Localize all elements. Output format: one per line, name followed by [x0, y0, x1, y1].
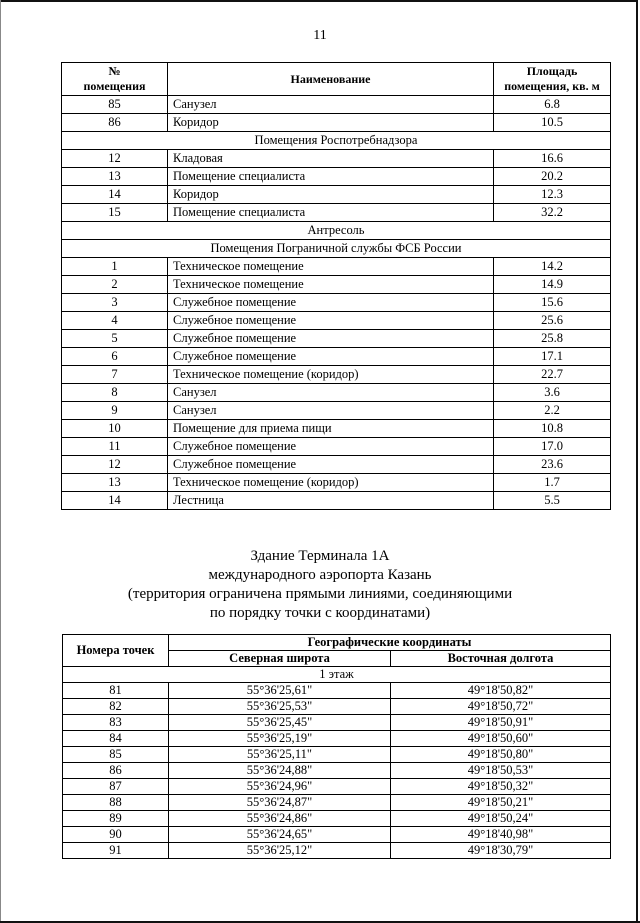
latitude: 55°36'25,61" — [169, 683, 391, 699]
longitude: 49°18'50,72" — [391, 699, 611, 715]
latitude: 55°36'24,88" — [169, 763, 391, 779]
coords-header-row — [63, 635, 611, 651]
table-row — [62, 168, 611, 186]
room-name: Лестница — [168, 492, 494, 510]
latitude: 55°36'25,19" — [169, 731, 391, 747]
room-number: 3 — [62, 294, 168, 312]
floor-label: 1 этаж — [63, 667, 611, 683]
rooms-header-row — [62, 63, 611, 96]
room-area: 23.6 — [494, 456, 611, 474]
longitude: 49°18'50,82" — [391, 683, 611, 699]
room-number: 85 — [62, 96, 168, 114]
room-area: 17.1 — [494, 348, 611, 366]
latitude: 55°36'24,65" — [169, 827, 391, 843]
room-number: 9 — [62, 402, 168, 420]
building-title — [0, 547, 640, 623]
room-name: Помещение специалиста — [168, 168, 494, 186]
table-row — [63, 747, 611, 763]
room-number: 1 — [62, 258, 168, 276]
room-number: 14 — [62, 186, 168, 204]
table-row — [62, 96, 611, 114]
room-number: 7 — [62, 366, 168, 384]
section-antresol: Антресоль — [62, 222, 611, 240]
room-number: 5 — [62, 330, 168, 348]
room-name: Служебное помещение — [168, 348, 494, 366]
room-number: 13 — [62, 474, 168, 492]
building-title-line2: международного аэропорта Казань — [208, 567, 432, 583]
latitude: 55°36'25,12" — [169, 843, 391, 859]
coordinates-table — [62, 634, 611, 859]
section-row — [63, 667, 611, 683]
room-area: 2.2 — [494, 402, 611, 420]
rooms-table — [61, 62, 611, 510]
room-number: 14 — [62, 492, 168, 510]
point-number: 87 — [63, 779, 169, 795]
room-number: 4 — [62, 312, 168, 330]
point-number: 86 — [63, 763, 169, 779]
room-name: Коридор — [168, 114, 494, 132]
section-row — [62, 222, 611, 240]
room-number: 10 — [62, 420, 168, 438]
latitude: 55°36'25,53" — [169, 699, 391, 715]
room-name: Служебное помещение — [168, 312, 494, 330]
room-area: 1.7 — [494, 474, 611, 492]
latitude: 55°36'25,11" — [169, 747, 391, 763]
scan-edge-right — [636, 0, 640, 923]
section-rospotrebnadzor: Помещения Роспотребнадзора — [62, 132, 611, 150]
header-longitude: Восточная долгота — [391, 651, 611, 667]
table-row — [62, 474, 611, 492]
table-row — [63, 683, 611, 699]
room-number: 13 — [62, 168, 168, 186]
table-row — [62, 258, 611, 276]
room-name: Служебное помещение — [168, 456, 494, 474]
room-number: 8 — [62, 384, 168, 402]
latitude: 55°36'24,96" — [169, 779, 391, 795]
header-room-number: № помещения — [62, 63, 168, 96]
table-row — [63, 843, 611, 859]
point-number: 89 — [63, 811, 169, 827]
room-name: Кладовая — [168, 150, 494, 168]
longitude: 49°18'50,80" — [391, 747, 611, 763]
point-number: 85 — [63, 747, 169, 763]
longitude: 49°18'30,79" — [391, 843, 611, 859]
room-name: Техническое помещение — [168, 258, 494, 276]
scan-edge-top — [0, 0, 640, 2]
room-area: 5.5 — [494, 492, 611, 510]
room-area: 10.5 — [494, 114, 611, 132]
table-row — [62, 366, 611, 384]
room-number: 86 — [62, 114, 168, 132]
building-title-line3: (территория ограничена прямыми линиями, соединяющими — [127, 586, 513, 602]
room-area: 20.2 — [494, 168, 611, 186]
table-row — [62, 456, 611, 474]
room-name: Коридор — [168, 186, 494, 204]
room-number: 12 — [62, 456, 168, 474]
room-area: 6.8 — [494, 96, 611, 114]
room-number: 6 — [62, 348, 168, 366]
room-area: 12.3 — [494, 186, 611, 204]
table-row — [62, 438, 611, 456]
longitude: 49°18'50,91" — [391, 715, 611, 731]
room-area: 16.6 — [494, 150, 611, 168]
table-row — [62, 492, 611, 510]
longitude: 49°18'50,21" — [391, 795, 611, 811]
longitude: 49°18'50,32" — [391, 779, 611, 795]
header-geo-coordinates: Географические координаты — [169, 635, 611, 651]
room-name: Техническое помещение (коридор) — [168, 366, 494, 384]
room-area: 17.0 — [494, 438, 611, 456]
table-row — [63, 731, 611, 747]
table-row — [62, 330, 611, 348]
point-number: 82 — [63, 699, 169, 715]
table-row — [62, 150, 611, 168]
point-number: 91 — [63, 843, 169, 859]
section-row — [62, 240, 611, 258]
scan-edge-left — [0, 0, 1, 923]
point-number: 81 — [63, 683, 169, 699]
table-row — [62, 186, 611, 204]
room-name: Санузел — [168, 96, 494, 114]
table-row — [62, 402, 611, 420]
table-row — [63, 827, 611, 843]
room-area: 22.7 — [494, 366, 611, 384]
room-number: 12 — [62, 150, 168, 168]
table-row — [62, 204, 611, 222]
header-room-area: Площадь помещения, кв. м — [494, 63, 611, 96]
building-title-line4: по порядку точки с координатами) — [209, 605, 431, 621]
latitude: 55°36'25,45" — [169, 715, 391, 731]
room-number: 15 — [62, 204, 168, 222]
room-area: 32.2 — [494, 204, 611, 222]
point-number: 88 — [63, 795, 169, 811]
table-row — [62, 276, 611, 294]
room-area: 15.6 — [494, 294, 611, 312]
table-row — [62, 114, 611, 132]
table-row — [63, 763, 611, 779]
header-room-name: Наименование — [168, 63, 494, 96]
table-row — [62, 312, 611, 330]
table-row — [63, 795, 611, 811]
room-area: 10.8 — [494, 420, 611, 438]
room-area: 25.6 — [494, 312, 611, 330]
header-point-numbers: Номера точек — [63, 635, 169, 667]
room-area: 14.9 — [494, 276, 611, 294]
table-row — [63, 811, 611, 827]
table-row — [62, 420, 611, 438]
section-fsb: Помещения Пограничной службы ФСБ России — [62, 240, 611, 258]
room-name: Помещение для приема пищи — [168, 420, 494, 438]
longitude: 49°18'50,53" — [391, 763, 611, 779]
longitude: 49°18'40,98" — [391, 827, 611, 843]
room-area: 25.8 — [494, 330, 611, 348]
latitude: 55°36'24,86" — [169, 811, 391, 827]
room-name: Санузел — [168, 402, 494, 420]
room-name: Техническое помещение — [168, 276, 494, 294]
table-row — [63, 779, 611, 795]
room-name: Техническое помещение (коридор) — [168, 474, 494, 492]
latitude: 55°36'24,87" — [169, 795, 391, 811]
table-row — [62, 294, 611, 312]
room-name: Служебное помещение — [168, 294, 494, 312]
longitude: 49°18'50,24" — [391, 811, 611, 827]
header-latitude: Северная широта — [169, 651, 391, 667]
section-row — [62, 132, 611, 150]
table-row — [62, 384, 611, 402]
room-name: Служебное помещение — [168, 330, 494, 348]
table-row — [63, 699, 611, 715]
room-area: 3.6 — [494, 384, 611, 402]
room-number: 11 — [62, 438, 168, 456]
room-name: Помещение специалиста — [168, 204, 494, 222]
table-row — [62, 348, 611, 366]
table-row — [63, 715, 611, 731]
point-number: 84 — [63, 731, 169, 747]
room-number: 2 — [62, 276, 168, 294]
room-name: Служебное помещение — [168, 438, 494, 456]
room-name: Санузел — [168, 384, 494, 402]
building-title-line1: Здание Терминала 1А — [250, 548, 390, 564]
longitude: 49°18'50,60" — [391, 731, 611, 747]
room-area: 14.2 — [494, 258, 611, 276]
point-number: 90 — [63, 827, 169, 843]
page-number: 11 — [313, 28, 327, 43]
point-number: 83 — [63, 715, 169, 731]
